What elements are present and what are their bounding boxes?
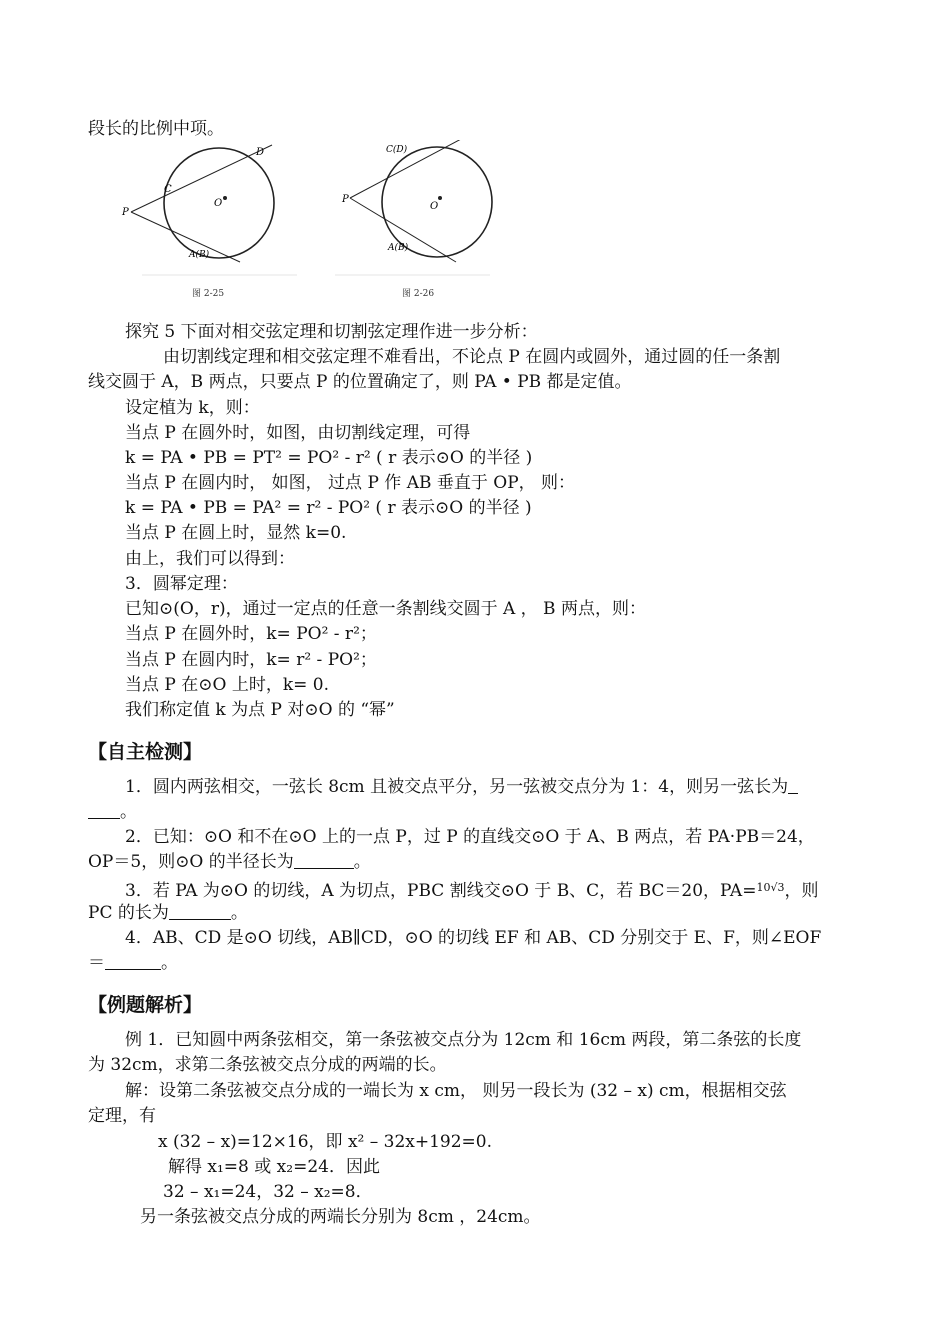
outside-case: 当点 P 在圆外时，如图，由切割线定理，可得	[125, 423, 471, 443]
theorem-inside: 当点 P 在圆内时，k= r² - PO²；	[125, 650, 377, 670]
question-3: 3．若 PA 为⊙O 的切线，A 为切点，PBC 割线交⊙O 于 B、C，若 BC＝20，PA=$^{10√3}$，则	[125, 881, 819, 901]
caption-2-25: 图 2-25	[192, 289, 225, 299]
equation-2: 解得 x₁=8 或 x₂=24．因此	[168, 1157, 380, 1177]
solution-line: 解：设第二条弦被交点分成的一端长为 x cm， 则另一段长为 (32 – x) cm，根据相交弦	[125, 1081, 787, 1101]
theorem-title: 3．圆幂定理：	[125, 574, 238, 594]
question-4: 4．AB、CD 是⊙O 切线，AB∥CD，⊙O 的切线 EF 和 AB、CD 分别交于 E、F，则∠EOF	[125, 928, 822, 948]
explore-title: 探究 5 下面对相交弦定理和切割弦定理作进一步分析：	[125, 322, 538, 342]
explore-p1a: 由切割线定理和相交弦定理不难看出，不论点 P 在圆内或圆外，通过圆的任一条割	[163, 347, 781, 367]
intro-line: 段长的比例中项。	[88, 119, 224, 139]
secant-line	[131, 145, 272, 212]
theorem-on: 当点 P 在⊙O 上时，k= 0.	[125, 675, 329, 695]
section-heading-examples: 【例题解析】	[88, 994, 203, 1016]
theorem-outside: 当点 P 在圆外时，k= PO² - r²；	[125, 624, 377, 644]
conclude-line: 由上，我们可以得到：	[125, 549, 295, 569]
formula-outside: k = PA • PB = PT² = PO² - r² ( r 表示⊙O 的半径 )	[125, 448, 533, 468]
figure-2-25	[112, 140, 302, 305]
svg-text:P: P	[122, 207, 129, 218]
question-2: 2．已知：⊙O 和不在⊙O 上的一点 P，过 P 的直线交⊙O 于 A、B 两点，若 PA·PB＝24，	[125, 827, 815, 847]
explore-p1b: 线交圆于 A，B 两点，只要点 P 的位置确定了，则 PA • PB 都是定值。	[88, 372, 632, 392]
figure-2-26	[330, 140, 520, 305]
equation-3: 32 – x₁=24，32 – x₂=8．	[163, 1182, 373, 1202]
equation-1: x (32 – x)=12×16，即 x² – 32x+192=0.	[158, 1132, 493, 1152]
question-1-end: 。	[88, 801, 137, 823]
svg-text:A(B): A(B)	[388, 243, 409, 253]
question-3-end: PC 的长为 。	[88, 903, 248, 923]
question-2-end: OP＝5，则⊙O 的半径长为 。	[88, 852, 371, 872]
question-4-end: ＝ 。	[88, 953, 178, 973]
example-1-cont: 为 32cm，求第二条弦被交点分成的两端的长。	[88, 1055, 447, 1075]
power-definition: 我们称定值 k 为点 P 对⊙O 的 “幂”	[125, 700, 395, 720]
svg-text:A(B): A(B)	[189, 250, 210, 260]
solution-cont: 定理，有	[88, 1106, 156, 1126]
section-heading-self-check: 【自主检测】	[88, 741, 203, 763]
on-circle-case: 当点 P 在圆上时，显然 k=0.	[125, 523, 347, 543]
formula-inside: k = PA • PB = PA² = r² - PO² ( r 表示⊙O 的半径 )	[125, 498, 532, 518]
answer-line: 另一条弦被交点分成的两端长分别为 8cm ，24cm。	[140, 1207, 541, 1227]
set-k: 设定植为 k，则：	[125, 398, 260, 418]
caption-2-26: 图 2-26	[402, 289, 435, 299]
inside-case: 当点 P 在圆内时， 如图， 过点 P 作 AB 垂直于 OP， 则：	[125, 473, 576, 493]
example-1: 例 1．已知圆中两条弦相交，第一条弦被交点分为 12cm 和 16cm 两段，第二条弦的长度	[125, 1030, 802, 1050]
svg-text:O: O	[214, 198, 223, 209]
tangent-line	[131, 212, 240, 262]
svg-text:D: D	[256, 147, 265, 158]
theorem-given: 已知⊙(O，r)，通过一定点的任意一条割线交圆于 A ， B 两点，则：	[125, 599, 646, 619]
question-1: 1．圆内两弦相交，一弦长 8cm 且被交点平分，另一弦被交点分为 1：4，则另一弦长为	[125, 776, 798, 798]
svg-text:P: P	[342, 194, 349, 205]
svg-text:C: C	[164, 184, 172, 195]
svg-text:C(D): C(D)	[386, 145, 408, 155]
svg-text:O: O	[430, 201, 439, 212]
